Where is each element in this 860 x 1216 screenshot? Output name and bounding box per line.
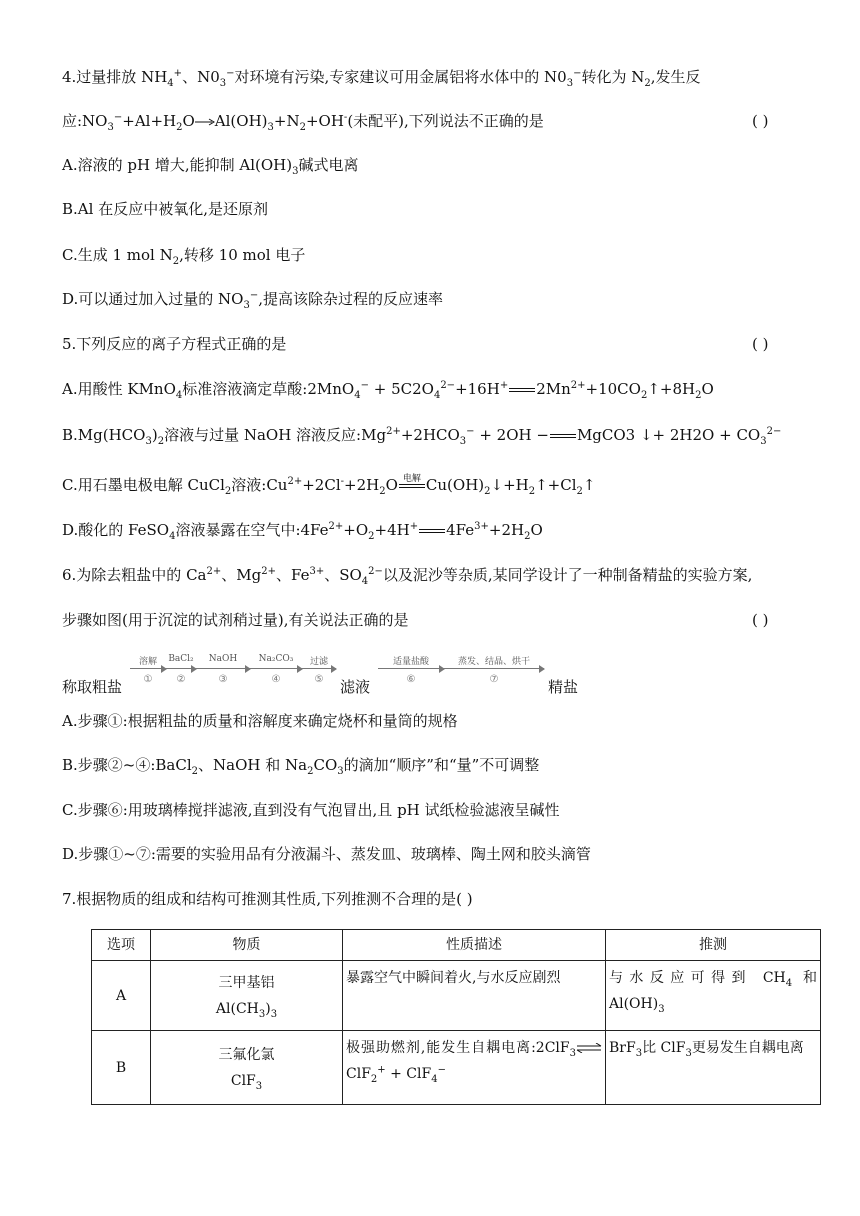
q6-line-1: 6.为除去粗盐中的 $Ca^{2+}$、$Mg^{2+}$、$Fe^{3+}$、$SO_4^{2-}$以及泥沙等杂质,某同学设计了一种制备精盐的实验方案,: [62, 566, 753, 587]
inference-text: 和 Al(OH): [609, 970, 817, 1012]
flow-step-number: ⑤: [314, 674, 324, 685]
q5-text: 标准溶液滴定草酸:2MnO: [182, 380, 355, 398]
substance-name: 三甲基铝: [218, 974, 275, 991]
q5-text: A.用酸性 KMnO: [62, 380, 176, 398]
flow-step-label: 溶解: [138, 657, 157, 667]
q6-text: 、NaOH 和 Na: [198, 756, 308, 774]
q4-text: 应:NO: [62, 112, 108, 130]
table-header: 推测: [606, 930, 821, 961]
q5-text: ↑+8H: [647, 380, 696, 398]
q4-option-d-text: ,提高该除杂过程的反应速率: [258, 290, 443, 308]
q4-text: 对环境有污染,专家建议可用金属铝将水体中的 N0: [234, 68, 567, 86]
q4-text: +N: [273, 112, 300, 130]
flow-step-label: Na₂CO₃: [258, 654, 294, 664]
q5-text: B.Mg(HCO: [62, 426, 146, 444]
substance-formula: ClF: [230, 1072, 256, 1089]
q6-option-a: A.步骤①:根据粗盐的质量和溶解度来确定烧杯和量筒的规格: [62, 712, 458, 730]
q5-text: Cu(OH): [425, 476, 485, 494]
flow-step-number: ②: [176, 674, 186, 685]
table-cell-description: 极强助燃剂,能发生自耦电离:2ClF$_3$ClF$_2$+ + ClF$_4$−: [343, 1031, 606, 1105]
electrolysis-label: 电解: [402, 474, 421, 484]
flow-step-number: ④: [271, 674, 281, 685]
table-cell-inference: BrF$_3$比 ClF$_3$更易发生自耦电离: [606, 1031, 821, 1105]
q4-text: +Al+H: [122, 112, 177, 130]
q4-option-a-text: 碱式电离: [298, 156, 359, 174]
flow-step-4: [250, 652, 302, 692]
q5-text: O: [701, 380, 714, 398]
flow-step-7: [444, 652, 544, 692]
q5-text: +2H: [344, 476, 380, 494]
q4-line-1: 4.过量排放 $NH_4^+$、$N0_3^-$对环境有污染,专家建议可用金属铝将水体中的 $N0_3^-$转化为 $N_2$,发生反: [62, 68, 701, 89]
q5-text: ↑+Cl: [535, 476, 577, 494]
reaction-arrow-icon: [195, 117, 215, 127]
q6-text: 6.为除去粗盐中的 Ca: [62, 566, 207, 584]
q6-option-c: C.步骤⑥:用玻璃棒搅拌滤液,直到没有气泡冒出,且 pH 试纸检验滤液呈碱性: [62, 801, 560, 819]
table-row: [92, 1031, 821, 1105]
q5-text: ↑: [582, 476, 596, 494]
description-text: 极强助燃剂,能发生自耦电离:2ClF: [346, 1040, 570, 1056]
q4-option-a-text: A.溶液的 pH 增大,能抑制 Al(OH): [62, 156, 293, 174]
equals-sign-icon: [419, 529, 445, 533]
q5-text: C.用石墨电极电解 CuCl: [62, 476, 225, 494]
q4-option-b: B.Al 在反应中被氧化,是还原剂: [62, 200, 268, 218]
q6-line-2: 步骤如图(用于沉淀的试剂稍过量),有关说法正确的是: [62, 611, 409, 629]
description-text: ClF: [346, 1066, 371, 1082]
q5-option-c: C.用石墨电极电解 CuCl$_2$溶液$:Cu^{2+}+2Cl^-+2H_2O$ 电解 $Cu(OH)_2↓+H_2↑+Cl_2↑$: [62, 474, 595, 496]
q4-text: 转化为 N: [581, 68, 645, 86]
q5-answer-blank: ( ): [752, 335, 769, 353]
q4-text: O: [182, 112, 195, 130]
q4-text: ,发生反: [650, 68, 701, 86]
q5-text: 4Fe: [446, 521, 475, 539]
procedure-flow-diagram: [62, 652, 622, 698]
q4-answer-blank: ( ): [752, 112, 769, 130]
flow-step-6: [378, 652, 444, 692]
flow-step-number: ⑥: [406, 674, 416, 685]
q5-text: +2H: [488, 521, 525, 539]
q5-option-d: D.酸化的 FeSO$_4$溶液暴露在空气中$:4Fe^{2+}+O_2+4H^+$ $4Fe^{3+}+2H_2O$: [62, 521, 543, 542]
flow-end: 精盐: [548, 678, 579, 696]
flow-step-2: [166, 652, 196, 692]
q5-text: O: [530, 521, 543, 539]
q4-text: 4.过量排放 NH: [62, 68, 168, 86]
q5-text: D.酸化的 FeSO: [62, 521, 170, 539]
electrolysis-sign-icon: [399, 474, 425, 488]
q4-option-c-text: C.生成 1 mol N: [62, 246, 173, 264]
table-cell-option: B: [92, 1031, 151, 1105]
q5-text: ): [151, 426, 158, 444]
q4-text: (未配平),下列说法不正确的是: [347, 112, 544, 130]
equals-sign-icon: [550, 434, 576, 438]
q5-text: O: [385, 476, 398, 494]
q5-text: 溶液:Cu: [231, 476, 288, 494]
table-header: 物质: [151, 930, 343, 961]
q5-stem: 5.下列反应的离子方程式正确的是: [62, 335, 287, 353]
flow-step-5: [302, 652, 336, 692]
flow-step-number: ③: [218, 674, 228, 685]
q5-text: +16H: [455, 380, 500, 398]
flow-mid: 滤液: [340, 678, 371, 696]
inference-text: BrF: [609, 1040, 636, 1056]
table-cell-substance: 三甲基铝 $Al(CH_3)_3$: [151, 961, 343, 1031]
q5-text: 溶液暴露在空气中:4Fe: [175, 521, 329, 539]
flow-step-number: ⑦: [489, 674, 499, 685]
table-header-row: [92, 930, 821, 961]
substance-formula: Al(CH: [215, 1000, 259, 1017]
table-header: 选项: [92, 930, 151, 961]
q5-text: 溶液与过量 NaOH 溶液反应:Mg: [164, 426, 387, 444]
q6-text: CO: [313, 756, 338, 774]
q6-text: 、Mg: [221, 566, 262, 584]
q7-stem: 7.根据物质的组成和结构可推测其性质,下列推测不合理的是( ): [62, 890, 473, 908]
flow-step-1: [130, 652, 166, 692]
table-cell-option: A: [92, 961, 151, 1031]
q4-text: +OH: [305, 112, 344, 130]
q4-option-d-text: D.可以通过加入过量的 NO: [62, 290, 244, 308]
flow-step-label: 蒸发、结晶、烘干: [457, 657, 530, 667]
flow-step-3: [196, 652, 250, 692]
inference-text: 比 ClF: [642, 1040, 686, 1056]
q6-answer-blank: ( ): [752, 611, 769, 629]
q5-text: +2HCO: [400, 426, 460, 444]
table-cell-inference: 与水反应可得到 $CH_4$ 和 $Al(OH)_3$: [606, 961, 821, 1031]
q5-text: +2Cl: [302, 476, 341, 494]
q4-text: Al(OH): [214, 112, 268, 130]
flow-step-number: ①: [143, 674, 153, 685]
q4-text: 、N0: [182, 68, 220, 86]
table-row: [92, 961, 821, 1031]
q4-line-2: 应$:NO_3^-+Al+H_2O$ $Al(OH)_3+N_2+OH^-$(未配平),下列说法不正确的是: [62, 112, 544, 133]
equilibrium-arrow-icon: [576, 1043, 602, 1053]
q4-option-d: D.可以通过加入过量的 $NO_3^-$,提高该除杂过程的反应速率: [62, 290, 443, 311]
q5-option-a: A.用酸性 KMnO$_4$标准溶液滴定草酸:2MnO$_4$− + $5C2O_4^{2-}+16H^+$ $2Mn^{2+}+10CO_2↑+8H_2O$: [62, 380, 714, 401]
q6-text: 、SO: [324, 566, 362, 584]
table-header: 性质描述: [343, 930, 606, 961]
flow-start: 称取粗盐: [62, 678, 123, 696]
flow-step-label: NaOH: [208, 654, 238, 664]
q6-text: B.步骤②~④:BaCl: [62, 756, 192, 774]
q5-text: MgCO3 ↓+ 2H2O + CO: [576, 426, 761, 444]
table-cell-substance: 三氟化氯 ClF$_3$: [151, 1031, 343, 1105]
q7-table: [91, 929, 821, 1105]
q5-text: +O: [343, 521, 369, 539]
flow-step-label: 过滤: [309, 657, 328, 667]
substance-formula: ): [265, 1000, 271, 1017]
q6-option-b: B.步骤②~④:BaCl$_2$、NaOH 和 $Na_2CO_3$的滴加“顺序”和“量”不可调整: [62, 756, 540, 777]
inference-text: 更易发生自耦电离: [691, 1040, 804, 1056]
q4-option-c: C.生成 1 mol $N_2$,转移 10 mol 电子: [62, 246, 306, 267]
table-cell-description: 暴露空气中瞬间着火,与水反应剧烈: [343, 961, 606, 1031]
q5-option-b: $B.Mg(HCO_3)_2$溶液与过量 NaOH 溶液反应$:Mg^{2+}+2HCO_3^- + 2OH$ − MgCO3 ↓+ $2H2O + CO_3^{2-}$: [62, 426, 782, 447]
q6-text: 、Fe: [275, 566, 310, 584]
q4-option-a: A.溶液的 pH 增大,能抑制 $Al(OH)_3$碱式电离: [62, 156, 359, 177]
q5-text: + 2OH −: [474, 426, 549, 444]
q5-text: +4H: [374, 521, 410, 539]
q5-text: 2Mn: [536, 380, 571, 398]
inference-text: 与水反应可得到 CH: [609, 970, 786, 986]
q5-text: ↓+H: [490, 476, 529, 494]
q6-text: 以及泥沙等杂质,某同学设计了一种制备精盐的实验方案,: [382, 566, 753, 584]
flow-step-label: BaCl₂: [168, 654, 194, 664]
q6-text: 的滴加“顺序”和“量”不可调整: [343, 756, 540, 774]
flow-step-label: 适量盐酸: [392, 657, 429, 667]
substance-name: 三氟化氯: [218, 1046, 275, 1063]
q5-text: + 5C2O: [368, 380, 434, 398]
description-text: + ClF: [385, 1066, 432, 1082]
q4-option-c-text: ,转移 10 mol 电子: [179, 246, 306, 264]
q6-option-d: D.步骤①~⑦:需要的实验用品有分液漏斗、蒸发皿、玻璃棒、陶土网和胶头滴管: [62, 845, 591, 863]
equals-sign-icon: [509, 388, 535, 392]
q5-text: +10CO: [585, 380, 641, 398]
